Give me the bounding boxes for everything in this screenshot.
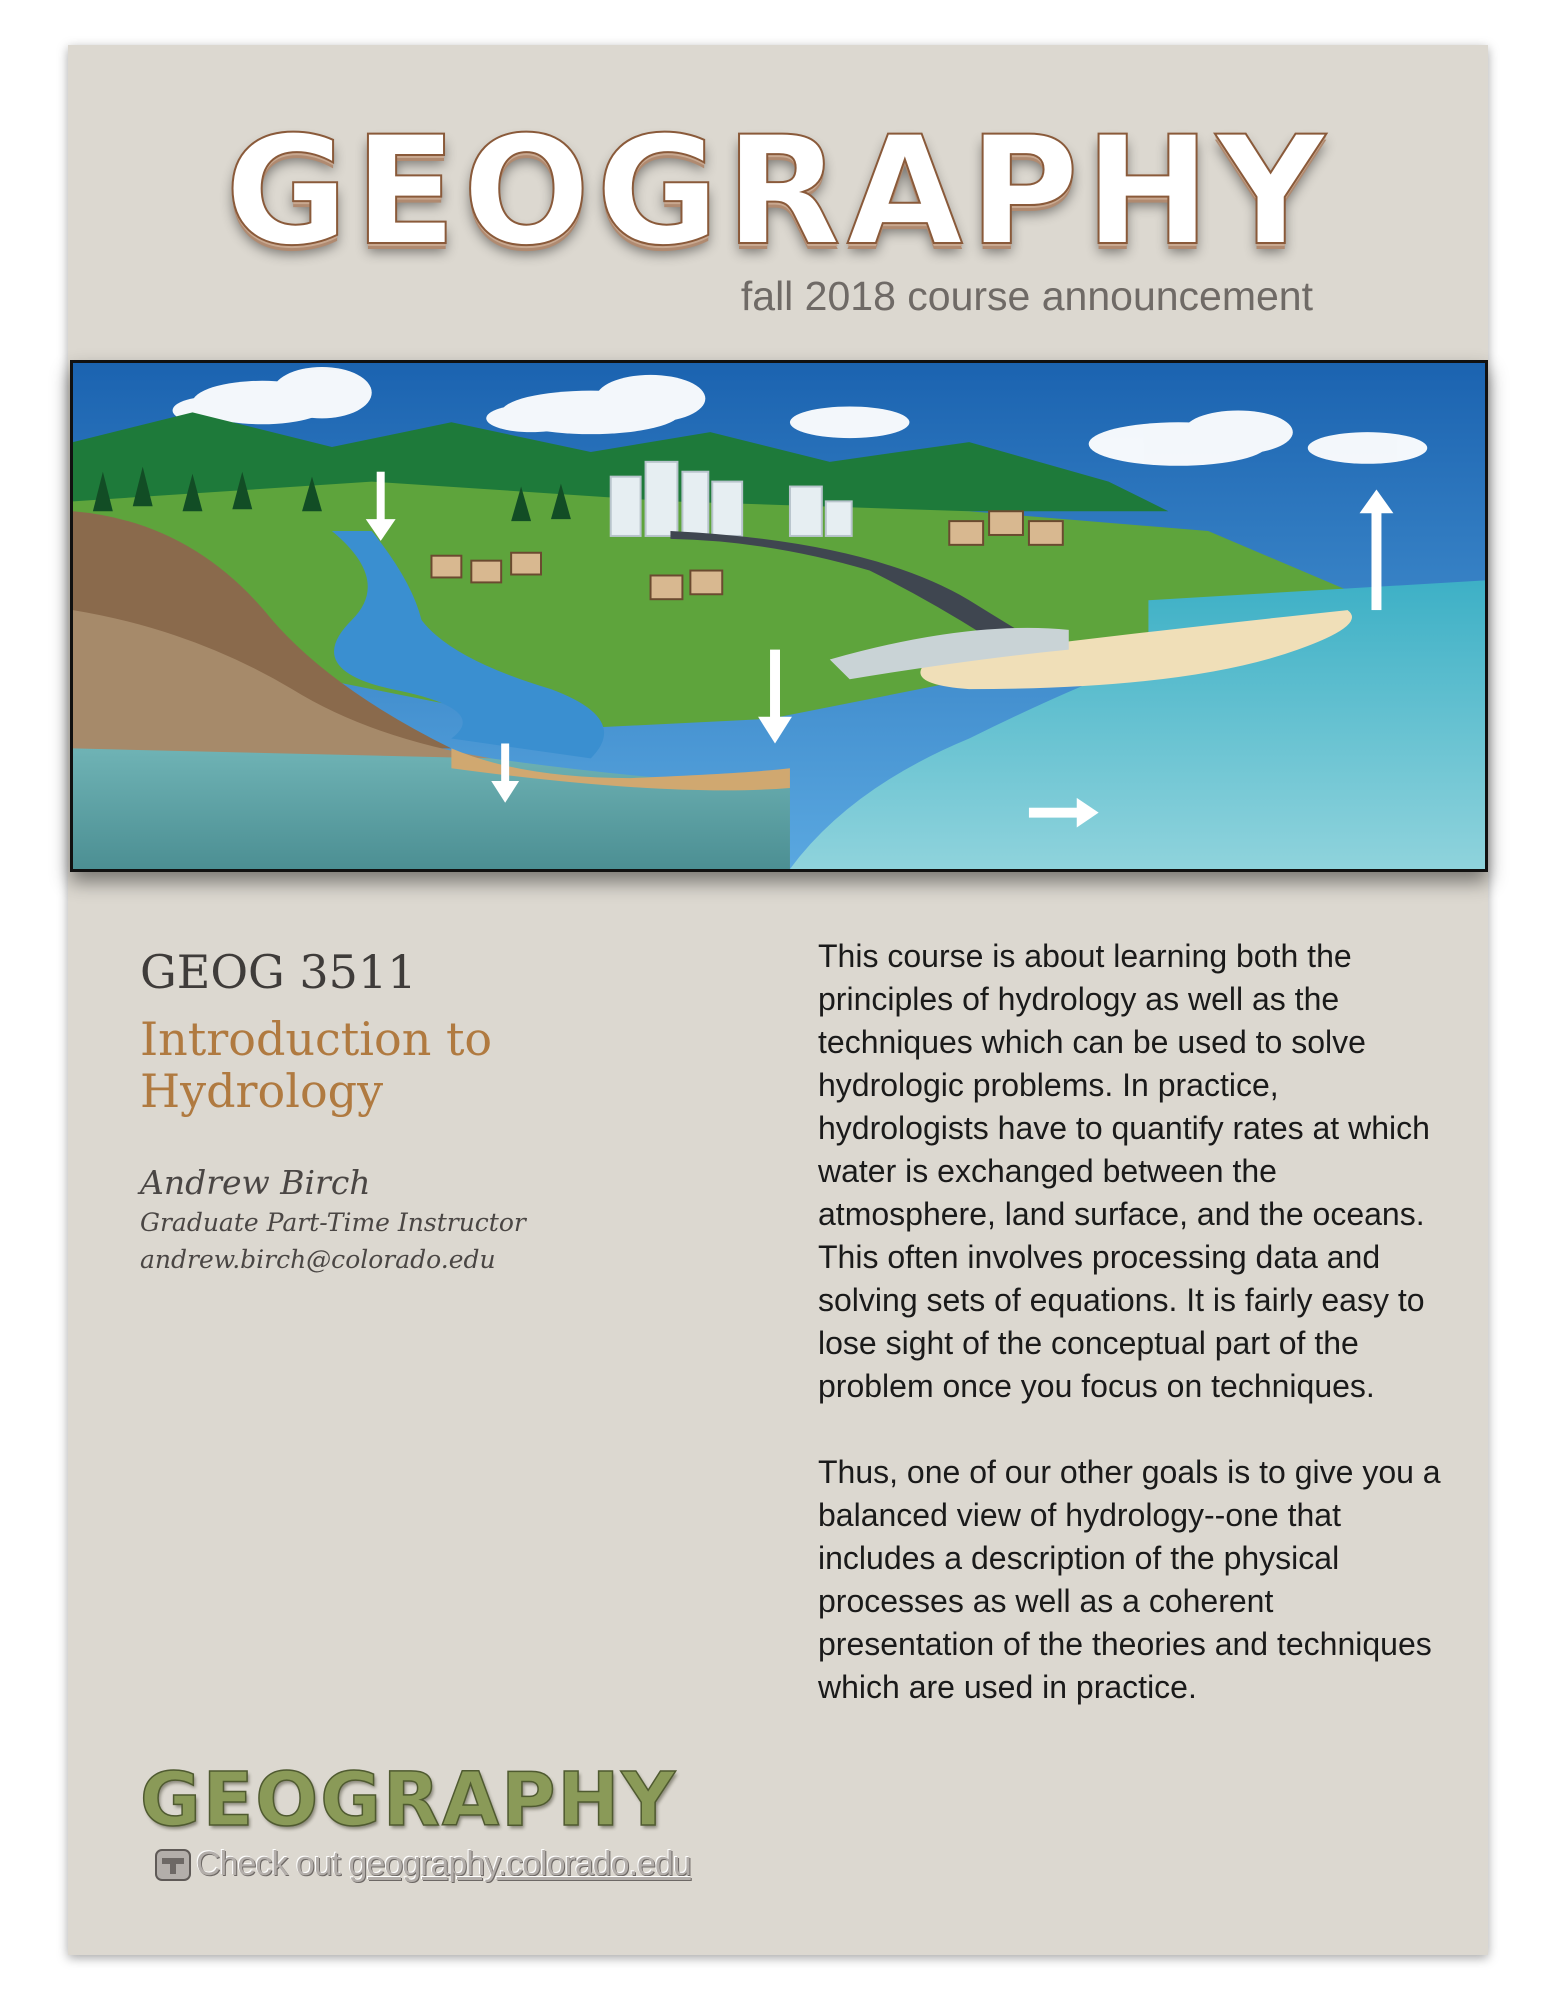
cu-buffalo-icon xyxy=(154,1846,192,1884)
instructor-email[interactable]: andrew.birch@colorado.edu xyxy=(140,1245,496,1274)
water-cycle-svg xyxy=(73,363,1485,869)
course-code: GEOG 3511 xyxy=(140,945,417,999)
instructor-name: Andrew Birch xyxy=(140,1163,371,1202)
water-cycle-illustration xyxy=(70,360,1488,872)
flyer-page xyxy=(68,45,1488,1955)
website-link[interactable] xyxy=(196,1845,691,1884)
geography-website-link-row[interactable] xyxy=(154,1845,691,1884)
website-url[interactable]: geography.colorado.edu xyxy=(348,1845,691,1883)
website-link-prefix: Check out xyxy=(196,1845,349,1883)
subtitle: fall 2018 course announcement xyxy=(740,273,1313,319)
description-paragraph-2: Thus, one of our other goals is to give you a balanced view of hydrology--one that includes a description of the physical processes as well as a coherent presentation of the theories and techniques which are used in practice. xyxy=(818,1454,1441,1705)
instructor-role: Graduate Part-Time Instructor xyxy=(140,1208,526,1237)
geography-logo: GEOGRAPHY xyxy=(140,1757,677,1843)
course-description xyxy=(818,935,1458,1752)
course-name: Introduction to Hydrology xyxy=(140,1012,493,1118)
description-paragraph-1: This course is about learning both the principles of hydrology as well as the techniques which can be used to solve hydrologic problems. In practice, hydrologists have to quantify rates at which water is exchanged between the atmosphere, land surface, and the oceans. This often involves processing data and solving sets of equations. It is fairly easy to lose sight of the conceptual part of the problem once you focus on techniques. xyxy=(818,938,1430,1404)
main-title: GEOGRAPHY xyxy=(225,105,1331,279)
